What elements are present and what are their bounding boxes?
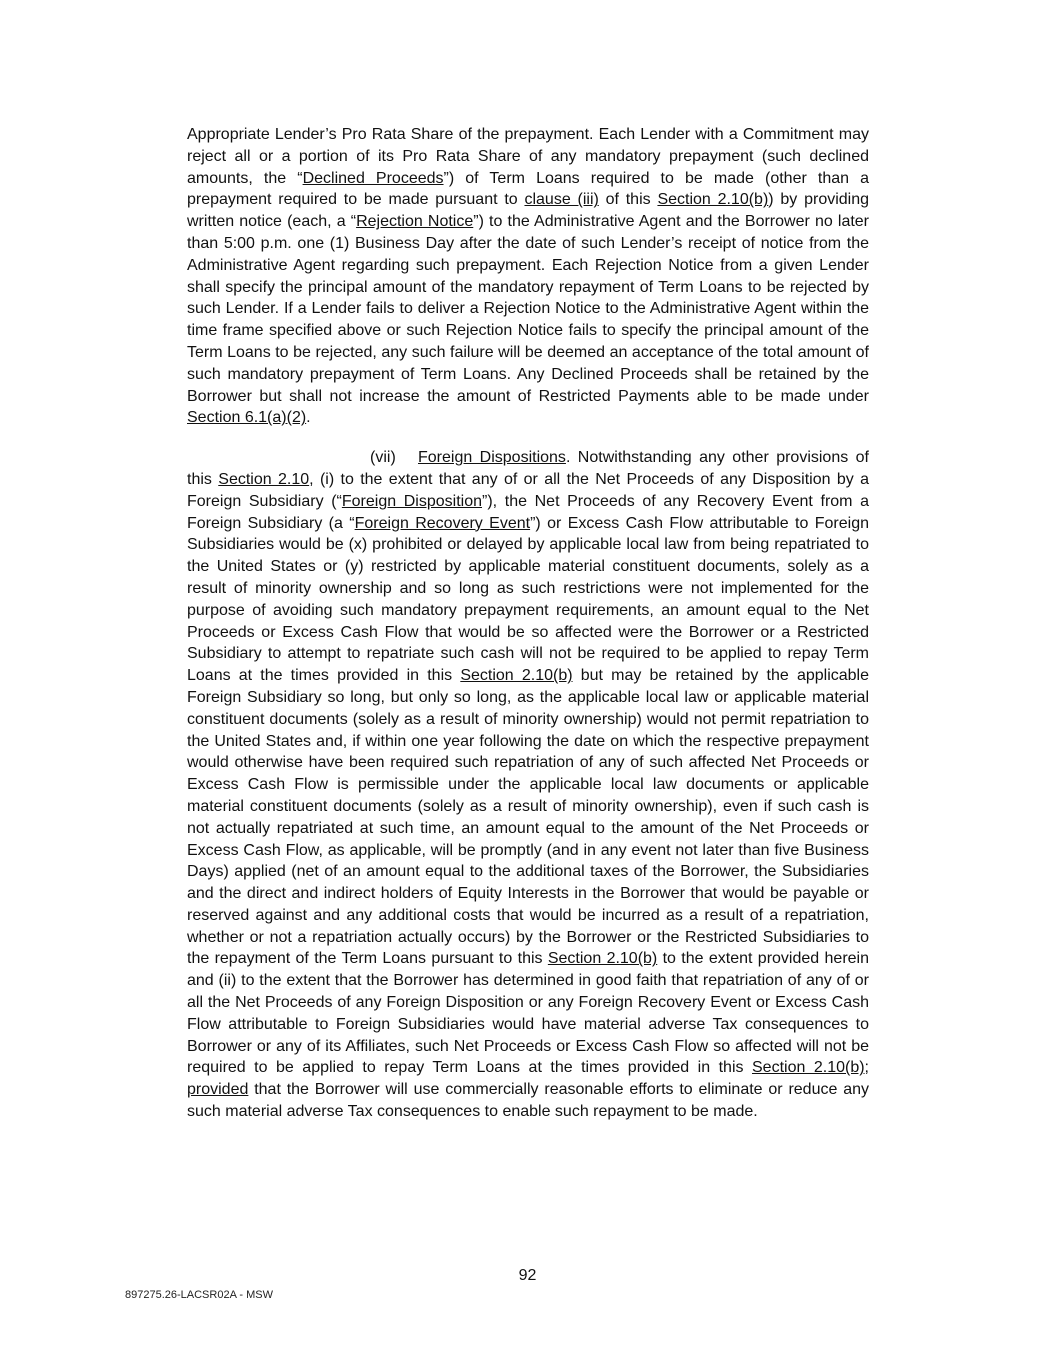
defined-term-foreign-recovery-event: Foreign Recovery Event bbox=[354, 514, 531, 532]
page-number: 92 bbox=[518, 1267, 537, 1284]
text-run: to the extent provided herein and (ii) to the extent that the Borrower has determined in good faith that repatriation of any of or all the Net Proceeds of any Foreign Disposition or any Foreign Recovery Event or Excess Cash Flow attributable to Foreign Subsidiaries would have material adverse Tax consequences to Borrower or any of its Affiliates, such Net Proceeds or Excess Cash Flow so affected will not be required to be applied to repay Term Loans at the times provided in this bbox=[187, 950, 869, 1077]
text-run: , (i) to the extent that any of or all the Net Proceeds of any Disposition by a Foreign Subsidiary (“ bbox=[187, 470, 870, 510]
text-run: ”) or Excess Cash Flow attributable to Foreign Subsidiaries would be (x) prohibited or delayed by applicable local law from being repatriated to the United States or (y) restricted by applicable material constituent documents, solely as a result of minority ownership and so long as such restrictions were not implemented for the purpose of avoiding such mandatory prepayment requirements, an amount equal to the Net Proceeds or Excess Cash Flow that would be so affected were the Borrower or a Restricted Subsidiary to attempt to repatriate such cash will not be required to be applied to repay Term Loans at the times provided in this bbox=[187, 514, 869, 685]
section-reference: Section 2.10(b) bbox=[752, 1059, 865, 1077]
text-run: of this bbox=[598, 191, 658, 209]
text-run: ”), the Net Proceeds of any Recovery Event from a Foreign Subsidiary (a “ bbox=[187, 492, 870, 532]
page-body bbox=[187, 124, 869, 1123]
text-run: ) by providing written notice (each, a “ bbox=[187, 191, 870, 231]
text-run: Appropriate Lender’s Pro Rata Share of the prepayment. Each Lender with a Commitment may reject all or a portion of its Pro Rata Share of any mandatory prepayment (such declined amounts, the “ bbox=[187, 126, 869, 187]
section-reference: Section 2.10(b) bbox=[547, 950, 658, 968]
text-run: ”) to the Administrative Agent and the Borrower no later than 5:00 p.m. one (1) Business Day after the date of such Lender’s receipt of notice from the Administrative Agent regarding such prepayment. Each Rejection Notice from a given Lender shall specify the principal amount of the mandatory repayment of Term Loans to be rejected by such Lender. If a Lender fails to deliver a Rejection Notice to the Administrative Agent within the time frame specified above or such Rejection Notice fails to specify the principal amount of the Term Loans to be rejected, any such failure will be deemed an acceptance of the total amount of such mandatory prepayment of Term Loans. Any Declined Proceeds shall be retained by the Borrower but shall not increase the amount of Restricted Payments able to be made under bbox=[187, 213, 870, 405]
paragraph-declined-proceeds bbox=[187, 124, 869, 429]
defined-term-rejection-notice: Rejection Notice bbox=[356, 213, 474, 231]
text-run: that the Borrower will use commercially reasonable efforts to eliminate or reduce any such material adverse Tax consequences to enable such repayment to be made. bbox=[187, 1081, 869, 1121]
section-reference: Section 6.1(a)(2) bbox=[187, 409, 307, 427]
text-run: . Notwithstanding any other provisions of this bbox=[187, 449, 870, 488]
section-reference: Section 2.10(b) bbox=[657, 191, 769, 209]
clause-number: (vii) bbox=[370, 449, 396, 467]
document-id: 897275.26-LACSR02A - MSW bbox=[125, 1289, 273, 1301]
clause-heading: Foreign Dispositions bbox=[418, 449, 566, 467]
paragraph-foreign-dispositions bbox=[187, 447, 869, 1123]
text-run: . bbox=[306, 409, 311, 427]
text-run: but may be retained by the applicable Foreign Subsidiary so long, but only so long, as the applicable local law or applicable material constituent documents (solely as a result of minority ownership) would not permit repatriation to the United States and, if within one year following the date on which the respective prepayment would otherwise have been required such repatriation of any of such affected Net Proceeds or Excess Cash Flow is permissible under the applicable local law documents or applicable material constituent documents (solely as a result of minority ownership), even if such cash is not actually repatriated at such time, an amount equal to the amount of the Net Proceeds or Excess Cash Flow, as applicable, will be promptly (and in any event not later than five Business Days) applied (net of an amount equal to the additional taxes of the Borrower, the Subsidiaries and the direct and indirect holders of Equity Interests in the Borrower that would be payable or reserved against and any additional costs that would be incurred as a result of a repatriation, whether or not a repatriation actually occurs) by the Borrower or the Restricted Subsidiaries to the repayment of the Term Loans pursuant to this bbox=[187, 667, 869, 968]
defined-term-foreign-disposition: Foreign Disposition bbox=[341, 492, 483, 510]
text-run: ”) of Term Loans required to be made (other than a prepayment required to be made pursuant to bbox=[187, 169, 870, 209]
section-reference: Section 2.10(b) bbox=[460, 667, 573, 685]
clause-reference: clause (iii) bbox=[524, 191, 599, 209]
defined-term-declined-proceeds: Declined Proceeds bbox=[302, 169, 444, 187]
proviso-term: provided bbox=[187, 1081, 249, 1099]
text-run: ; bbox=[864, 1059, 869, 1077]
section-reference: Section 2.10 bbox=[218, 470, 310, 488]
